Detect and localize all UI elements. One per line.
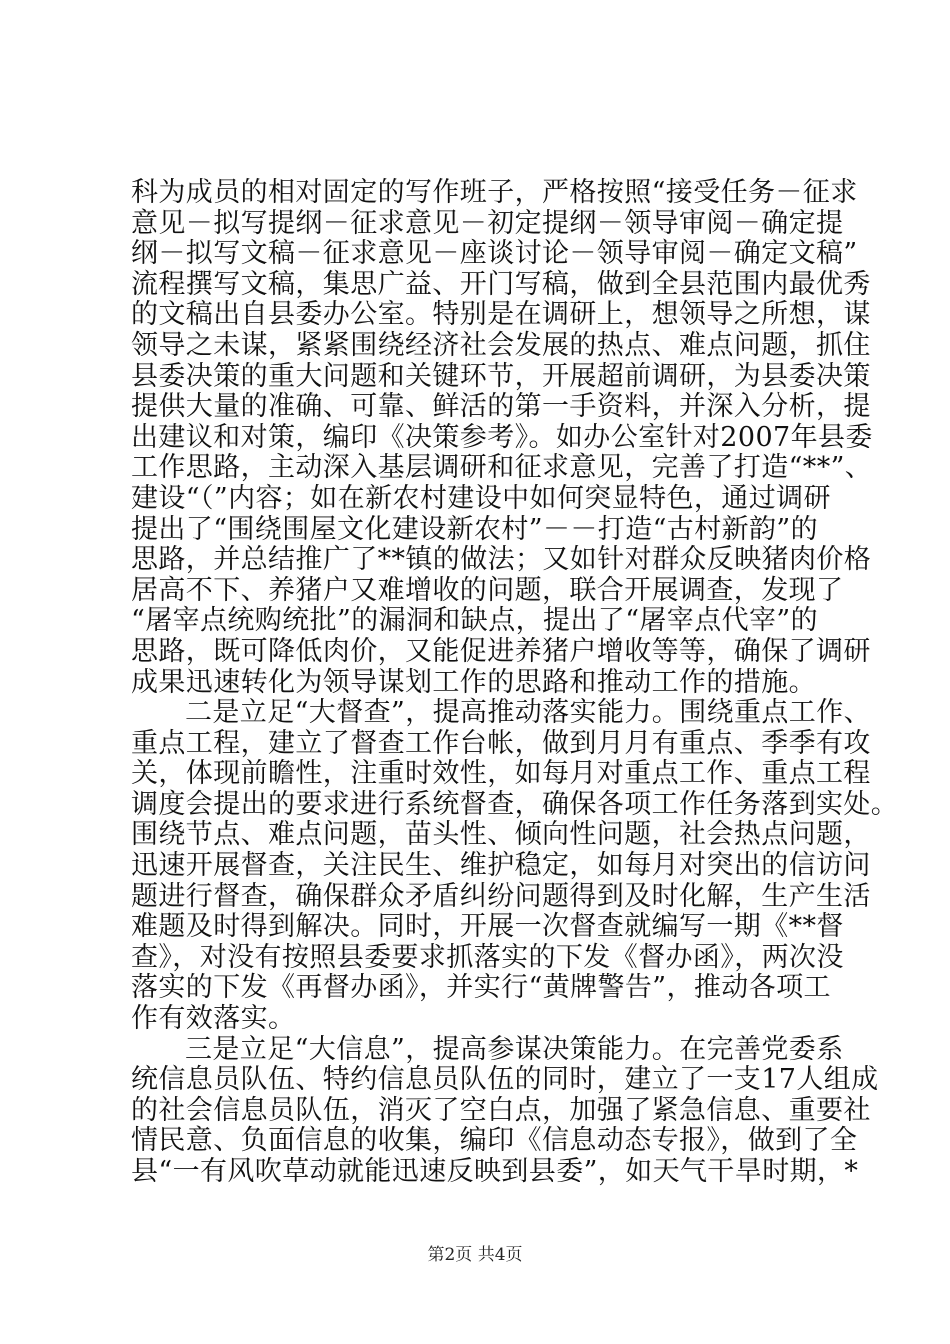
text-line: 关，体现前瞻性，注重时效性，如每月对重点工作、重点工程 xyxy=(131,758,871,790)
text-line: 意见－拟写提纲－征求意见－初定提纲－领导审阅－确定提 xyxy=(131,207,844,239)
text-line: 居高不下、养猪户又难增收的问题，联合开展调查，发现了 xyxy=(131,574,844,606)
page-number-footer: 第2页 共4页 xyxy=(427,1245,523,1265)
text-line: 纲－拟写文稿－征求意见－座谈讨论－领导审阅－确定文稿” xyxy=(131,238,858,270)
text-line: 难题及时得到解决。同时，开展一次督查就编写一期《**督 xyxy=(131,911,844,943)
text-line: 科为成员的相对固定的写作班子，严格按照“接受任务－征求 xyxy=(131,177,858,208)
text-line: 成果迅速转化为领导谋划工作的思路和推动工作的措施。 xyxy=(131,666,816,698)
text-line: 的社会信息员队伍，消灭了空白点，加强了紧急信息、重要社 xyxy=(131,1094,871,1126)
text-line: 县“一有风吹草动就能迅速反映到县委”，如天气干旱时期，* xyxy=(131,1156,859,1187)
text-line: 的文稿出自县委办公室。特别是在调研上，想领导之所想，谋 xyxy=(131,299,871,331)
text-line: 落实的下发《再督办函》，并实行“黄牌警告”，推动各项工 xyxy=(131,972,831,1004)
paragraph xyxy=(131,177,873,698)
text-line: 围绕节点、难点问题，苗头性、倾向性问题，社会热点问题， xyxy=(131,819,871,851)
text-line: 作有效落实。 xyxy=(131,1003,296,1035)
text-line: 出建议和对策，编印《决策参考》。如办公室针对2007年县委 xyxy=(131,421,873,453)
text-line: 情民意、负面信息的收集，编印《信息动态专报》，做到了全 xyxy=(131,1125,858,1157)
paragraph xyxy=(131,697,899,1035)
paragraph xyxy=(131,1033,879,1188)
text-line: 思路，并总结推广了**镇的做法；又如针对群众反映猪肉价格 xyxy=(131,544,872,576)
text-line: 统信息员队伍、特约信息员队伍的同时，建立了一支17人组成 xyxy=(131,1064,879,1096)
text-line: 三是立足“大信息”，提高参谋决策能力。在完善党委系 xyxy=(185,1033,844,1065)
text-line: 县委决策的重大问题和关键环节，开展超前调研，为县委决策 xyxy=(131,360,871,392)
text-line: 查》，对没有按照县委要求抓落实的下发《督办函》，两次没 xyxy=(131,941,844,973)
text-line: 提出了“围绕围屋文化建设新农村”－－打造“古村新韵”的 xyxy=(131,513,819,545)
text-line: 建设“（”内容；如在新农村建设中如何突显特色，通过调研 xyxy=(131,482,831,514)
text-line: 调度会提出的要求进行系统督查，确保各项工作任务落到实处。 xyxy=(131,788,899,820)
document-body xyxy=(131,177,899,1188)
text-line: 工作思路，主动深入基层调研和征求意见，完善了打造“**”、 xyxy=(131,452,873,484)
text-line: 二是立足“大督查”，提高推动落实能力。围绕重点工作、 xyxy=(185,697,872,729)
text-line: 题进行督查，确保群众矛盾纠纷问题得到及时化解，生产生活 xyxy=(131,880,871,912)
text-line: 迅速开展督查，关注民生、维护稳定，如每月对突出的信访问 xyxy=(131,850,871,882)
text-line: 提供大量的准确、可靠、鲜活的第一手资料，并深入分析，提 xyxy=(131,391,871,423)
text-line: “屠宰点统购统批”的漏洞和缺点，提出了“屠宰点代宰”的 xyxy=(131,605,819,637)
text-line: 重点工程，建立了督查工作台帐，做到月月有重点、季季有攻 xyxy=(131,727,871,759)
text-line: 思路，既可降低肉价，又能促进养猪户增收等等，确保了调研 xyxy=(131,635,871,667)
text-line: 领导之未谋，紧紧围绕经济社会发展的热点、难点问题，抓住 xyxy=(131,329,871,361)
text-line: 流程撰写文稿，集思广益、开门写稿，做到全县范围内最优秀 xyxy=(131,268,871,300)
